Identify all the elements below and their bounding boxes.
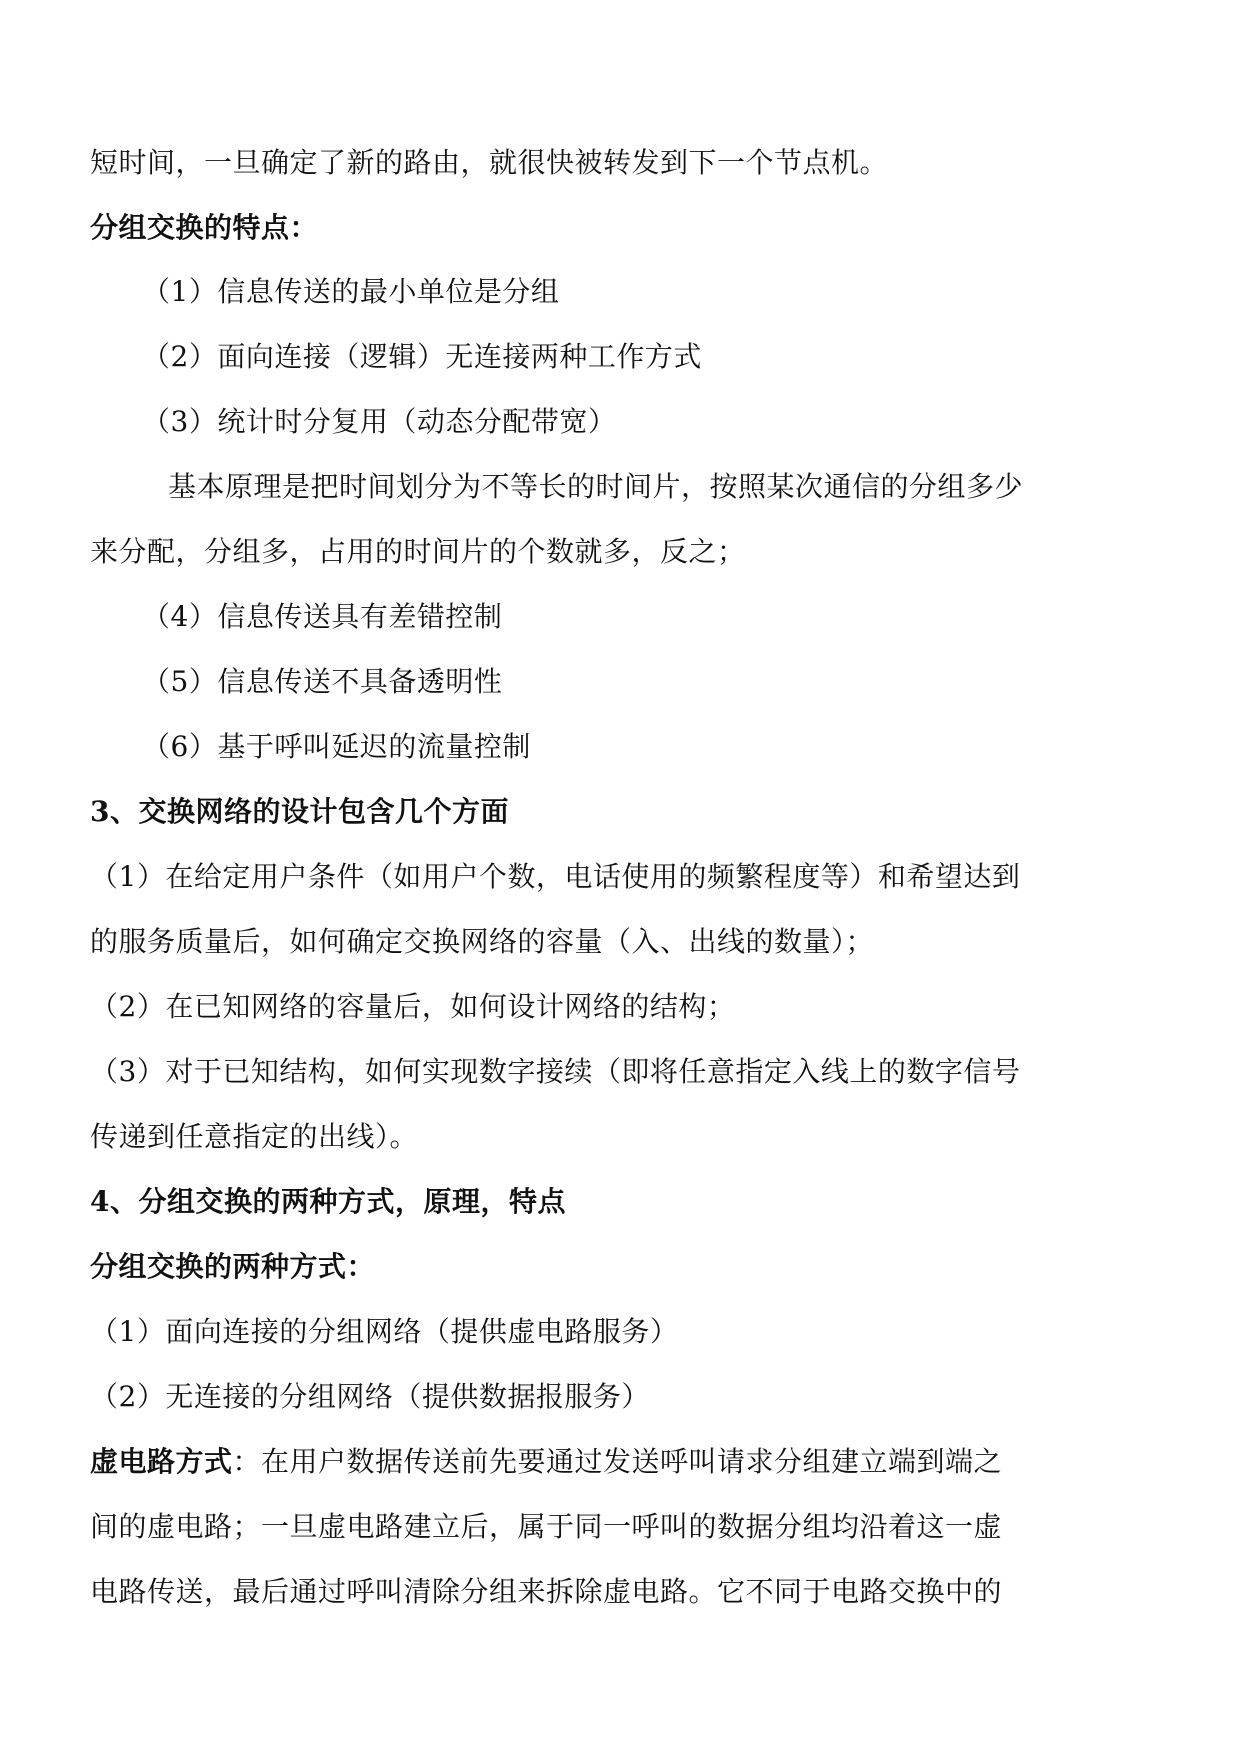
list-item: （2）面向连接（逻辑）无连接两种工作方式 <box>142 340 702 373</box>
term-definition: ：在用户数据传送前先要通过发送呼叫请求分组建立端到端之 <box>232 1445 1003 1478</box>
section-subheading: 分组交换的两种方式： <box>90 1250 376 1283</box>
paragraph-line <box>90 1442 1002 1482</box>
text-line: 短时间，一旦确定了新的路由，就很快被转发到下一个节点机。 <box>90 146 889 179</box>
paragraph-line: 的服务质量后，如何确定交换网络的容量（入、出线的数量）； <box>90 925 875 958</box>
list-item: （1）信息传送的最小单位是分组 <box>142 275 560 308</box>
paragraph-line: 来分配，分组多，占用的时间片的个数就多，反之； <box>90 535 746 568</box>
paragraph-line: 间的虚电路；一旦虚电路建立后，属于同一呼叫的数据分组均沿着这一虚 <box>90 1510 1003 1543</box>
list-item: （6）基于呼叫延迟的流量控制 <box>142 730 531 763</box>
paragraph-line: 传递到任意指定的出线）。 <box>90 1120 419 1153</box>
section-subheading: 分组交换的特点： <box>90 211 319 244</box>
list-item: （1）在给定用户条件（如用户个数，电话使用的频繁程度等）和希望达到 <box>90 860 1021 893</box>
list-item: （4）信息传送具有差错控制 <box>142 600 503 633</box>
section-heading: 3、交换网络的设计包含几个方面 <box>90 795 509 828</box>
paragraph-line: 基本原理是把时间划分为不等长的时间片，按照某次通信的分组多少 <box>168 470 1024 503</box>
list-item: （3）对于已知结构，如何实现数字接续（即将任意指定入线上的数字信号 <box>90 1055 1021 1088</box>
list-item: （3）统计时分复用（动态分配带宽） <box>142 405 617 438</box>
paragraph-line: 电路传送，最后通过呼叫清除分组来拆除虚电路。它不同于电路交换中的 <box>90 1575 1003 1608</box>
term-label: 虚电路方式 <box>90 1445 233 1478</box>
list-item: （2）在已知网络的容量后，如何设计网络的结构； <box>90 990 736 1023</box>
section-heading: 4、分组交换的两种方式，原理，特点 <box>90 1185 566 1218</box>
list-item: （5）信息传送不具备透明性 <box>142 665 503 698</box>
list-item: （1）面向连接的分组网络（提供虚电路服务） <box>90 1315 679 1348</box>
list-item: （2）无连接的分组网络（提供数据报服务） <box>90 1380 650 1413</box>
